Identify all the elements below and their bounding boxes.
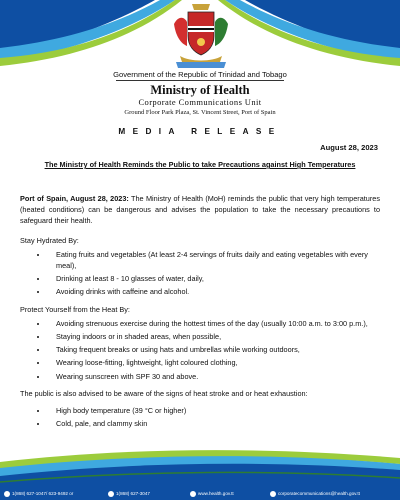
phone-icon (108, 491, 114, 497)
intro-paragraph (20, 193, 380, 227)
footer-email[interactable]: corporatecommunications@health.gov.tt (270, 491, 360, 497)
list-item: • Staying indoors or in shaded areas, when possible, (48, 331, 380, 342)
ministry-name: Ministry of Health (150, 83, 250, 97)
header-divider (116, 80, 284, 81)
list-item: • Cold, pale, and clammy skin (48, 418, 380, 429)
list-item: • Avoiding drinks with caffeine and alcohol. (48, 286, 380, 297)
footer-website[interactable]: www.health.gov.tt (190, 491, 234, 497)
unit-name: Corporate Communications Unit (138, 97, 262, 107)
email-icon (270, 491, 276, 497)
list-item: • Wearing sunscreen with SPF 30 and above. (48, 371, 380, 382)
list-item: • Eating fruits and vegetables (At least 2-4 servings of fruits daily and eating vegetables with every meal), (48, 249, 380, 271)
coat-of-arms-icon (170, 2, 232, 70)
intro-text: The Ministry of Health (MoH) reminds the public that very high temperatures (heated conditions) can be dangerous and advises the population to take the necessary precautions to safeguard their health. (20, 194, 380, 226)
protect-list (20, 318, 380, 382)
media-release-label: MEDIA RELEASE (118, 127, 282, 136)
intro-lead: Port of Spain, August 28, 2023: (20, 194, 129, 203)
release-title: The Ministry of Health Reminds the Public to take Precautions against High Temperatures (44, 160, 356, 169)
phone-icon (4, 491, 10, 497)
release-date: August 28, 2023 (320, 143, 378, 152)
list-item: • High body temperature (39 °C or higher) (48, 405, 380, 416)
list-item: • Avoiding strenuous exercise during the hottest times of the day (usually 10:00 a.m. to 3:00 p.m.), (48, 318, 380, 329)
release-body (20, 193, 380, 435)
list-item: • Drinking at least 8 - 10 glasses of water, daily, (48, 273, 380, 284)
hydrated-list (20, 249, 380, 298)
ministry-address: Ground Floor Park Plaza, St. Vincent Street, Port of Spain (124, 109, 276, 116)
signs-list (20, 405, 380, 429)
government-name: Government of the Republic of Trinidad and Tobago (113, 70, 287, 79)
letterhead (0, 70, 400, 117)
list-item: • Taking frequent breaks or using hats and umbrellas while working outdoors, (48, 344, 380, 355)
footer-phone-1: 1(868) 627-1047/ 623-9492 or (4, 491, 73, 497)
protect-heading: Protect Yourself from the Heat By: (20, 304, 130, 314)
footer-phone-2: 1(868) 627-3047 (108, 491, 150, 497)
list-item: • Wearing loose-fitting, lightweight, light coloured clothing, (48, 357, 380, 368)
hydrated-heading: Stay Hydrated By: (20, 235, 79, 245)
advice-paragraph: The public is also advised to be aware of the signs of heat stroke and or heat exhaustion: (20, 388, 308, 398)
globe-icon (190, 491, 196, 497)
